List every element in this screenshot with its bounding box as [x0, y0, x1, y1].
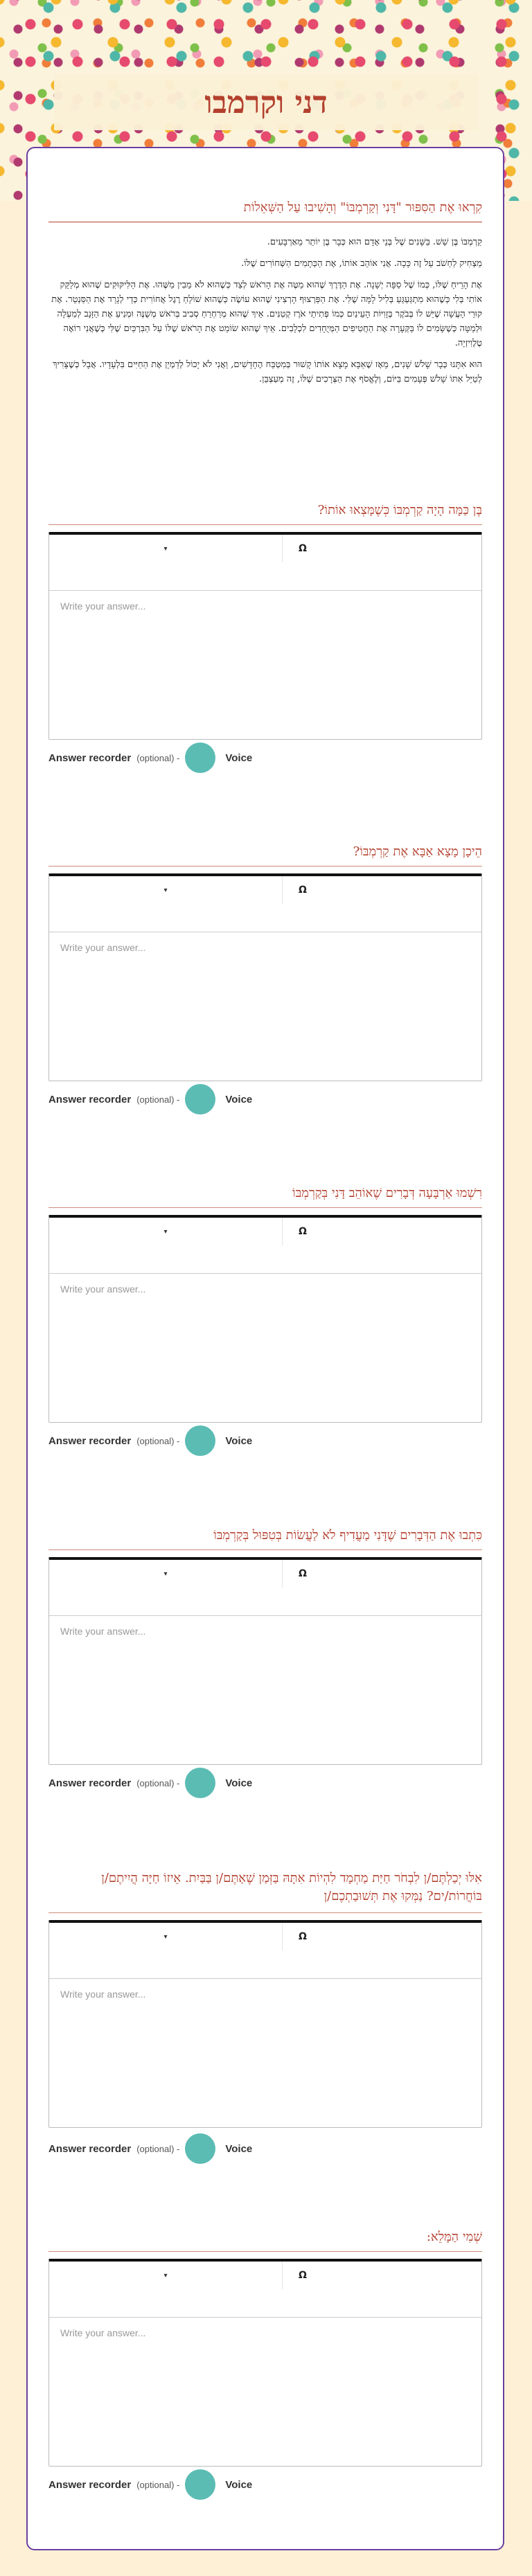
special-characters-button[interactable]: Ω: [299, 1931, 307, 1942]
voice-label: Voice: [225, 1777, 253, 1789]
answer-editor: [48, 873, 482, 1081]
answer-recorder: [48, 1425, 252, 1457]
passage-paragraph: מַצְחִיק לַחְשֹׁב עַל זֶה כָּכָה. אֲנִי אוֹהֵב אוֹתוֹ, אֶת הַכְּתָמִים הַשְּׁחוֹרִים שֶׁלּוֹ.: [240, 258, 482, 269]
answer-input[interactable]: Write your answer...: [60, 2327, 146, 2338]
recorder-label: Answer recorder: [48, 2142, 132, 2155]
question-block: [48, 1528, 482, 1819]
question-block: [48, 1869, 482, 2188]
answer-editor: [48, 532, 482, 740]
editor-toolbar: [49, 1560, 481, 1616]
voice-record-button[interactable]: [185, 1768, 215, 1798]
recorder-label: Answer recorder: [48, 1777, 132, 1789]
voice-label: Voice: [225, 1434, 253, 1447]
question-block: [48, 2230, 482, 2521]
recorder-optional: (optional) -: [136, 1777, 180, 1788]
passage-paragraph: קַרְמְבּוֹ בֶּן שֵׁשׁ. בַּשָּׁנִים שֶׁל בְּנֵי אָדָם הוּא כְּבָר בֶּן יוֹתֵר מֵאַרְבָּעִים.: [267, 237, 482, 247]
question-title: בֶּן כַּמָּה הָיָה קַרְמְבּוֹ כְּשֶׁמָּצְאוּ אוֹתוֹ?: [48, 503, 482, 525]
format-dropdown[interactable]: ▾: [49, 876, 283, 904]
editor-toolbar: [49, 535, 481, 591]
question-block: [48, 503, 482, 794]
passage-paragraph: הוּא אִתָּנוּ כְּבָר שָׁלֹשׁ שָׁנִים, מֵאָז שֶׁאַבָּא מָצָא אוֹתוֹ קָשׁוּר בְּמִטְבַּח הֶחָדָשִׁים, וַאֲנִי לֹא יָכוֹל לְדַמְיֵן אֶת הַחַיִּים בִּלְעָדָיו. אֲבָל כְּשֶׁצָּרִיךְ לְטַיֵּל אִתּוֹ שָׁלֹשׁ פְּעָמִים בַּיּוֹם, וְלֶאֱסֹף אֶת הַצְּרָכִים שֶׁלּוֹ, זֶה מְעַצְבֵּן.: [53, 359, 482, 384]
recorder-optional: (optional) -: [136, 2479, 180, 2490]
answer-recorder: [48, 1767, 252, 1799]
answer-editor: [48, 1557, 482, 1765]
recorder-optional: (optional) -: [136, 2143, 180, 2154]
page-title: דני וקרמבו: [204, 85, 328, 121]
editor-toolbar: [49, 2262, 481, 2318]
editor-toolbar: [49, 1218, 481, 1274]
recorder-label: Answer recorder: [48, 1093, 132, 1105]
answer-input[interactable]: Write your answer...: [60, 1283, 146, 1295]
voice-record-button[interactable]: [185, 1425, 215, 1456]
editor-toolbar: [49, 1923, 481, 1979]
question-title: כִּתְבוּ אֶת הַדְּבָרִים שֶׁדָּנִי מַעֲדִיף לֹא לַעֲשׂוֹת בְּטִפּוּל בְּקַרְמְבּוֹ: [48, 1528, 482, 1550]
answer-recorder: [48, 2133, 252, 2165]
recorder-label: Answer recorder: [48, 752, 132, 764]
answer-input[interactable]: Write your answer...: [60, 1626, 146, 1637]
format-dropdown[interactable]: ▾: [49, 535, 283, 562]
recorder-label: Answer recorder: [48, 1434, 132, 1447]
special-characters-button[interactable]: Ω: [299, 1226, 307, 1237]
voice-label: Voice: [225, 1093, 253, 1105]
format-dropdown[interactable]: ▾: [49, 1923, 283, 1951]
editor-toolbar: [49, 876, 481, 932]
voice-record-button[interactable]: [185, 1084, 215, 1114]
question-block: [48, 844, 482, 1135]
answer-editor: [48, 1215, 482, 1423]
voice-record-button[interactable]: [185, 743, 215, 773]
question-title: הֵיכָן מָצָא אַבָּא אֶת קַרְמְבּוֹ?: [48, 844, 482, 867]
answer-input[interactable]: Write your answer...: [60, 1989, 146, 2000]
title-banner: [54, 75, 478, 130]
voice-record-button[interactable]: [185, 2133, 215, 2164]
passage-paragraph: אֶת הָרֵיחַ שֶׁלּוֹ, כְּמוֹ שֶׁל סַפָּה יְשָׁנָה. אֶת הַדֶּרֶךְ שֶׁהוּא מַטֶּה אֶת הָרֹאשׁ לְצַד כְּשֶׁהוּא לֹא מֵבִין מַשֶּׁהוּ. אֶת הַלִּיקּוּקִים שֶׁהוּא מְלַקֵּק אוֹתִי בְּלִי כְּשֶׁהוּא מִתְגַּעְגֵּעַ בְּלִיל לָמָּה שֶׁלִּי. אֶת הַפַּרְצוּף הָרְצִינִי שֶׁהוּא עוֹשֶׂה כְּשֶׁהוּא שׁוֹלֵחַ רֶגֶל אֲחוֹרִית כְּדֵי לְגָרֵד אֶת הַסַּנְטֵר. אֶת קוּרֵי הָעֲשָׁה שֶׁיֵּשׁ לוֹ בְּבֹקֶר בְּזָוִיּוֹת הָעֵינַיִם כְּמוֹ פְּתִיתֵי אֹרֶז קְטַנִּים. אֵיךְ שֶׁהוּא מְרַחְרֵחַ סְבִיב בְּרֹאשׁ מְשֻׁנֶּה וּמְנִיעַ אֶת הַזָּנָב לְמַעְלָה וּלְמַטָּה כְּשֶׁשָּׂמִים לוֹ בַּקְּעָרָה אֶת הַחֲטִיפִים הַמְּיֻחָדִים לִכְלָבִים. אֵיךְ שֶׁהוּא שׂוֹמֵט אֶת הָרֹאשׁ שֶׁלּוֹ עַל הַבִּרְכַּיִם שֶׁלִּי כְּשֶׁאֲנִי רוֹאֶה טֶלֶוִיזְיָה.: [51, 280, 482, 348]
voice-label: Voice: [225, 2142, 253, 2155]
voice-record-button[interactable]: [185, 2469, 215, 2500]
format-dropdown[interactable]: ▾: [49, 2262, 283, 2289]
story-passage: [48, 235, 482, 393]
recorder-optional: (optional) -: [136, 1435, 180, 1446]
answer-input[interactable]: Write your answer...: [60, 942, 146, 953]
question-title: אִלּוּ יְכַלְתֶּם/ן לִבְחֹר חַיַּת מַחְמָד לִהְיוֹת אִתָּהּ בַּזְּמַן שֶׁאַתֶּם/ן בַּבַּיִת. אֵיזוֹ חַיָּה הֲיִיתֶם/ן בּוֹחֲרוֹת/ים? נַמְּקוּ אֶת תְּשׁוּבַתְכֶם/ן: [48, 1869, 482, 1913]
answer-editor: [48, 2259, 482, 2467]
voice-label: Voice: [225, 2478, 253, 2491]
format-dropdown[interactable]: ▾: [49, 1560, 283, 1588]
special-characters-button[interactable]: Ω: [299, 885, 307, 896]
format-dropdown[interactable]: ▾: [49, 1218, 283, 1245]
answer-editor: [48, 1920, 482, 2128]
recorder-label: Answer recorder: [48, 2478, 132, 2491]
recorder-optional: (optional) -: [136, 1094, 180, 1105]
answer-recorder: [48, 2469, 252, 2501]
special-characters-button[interactable]: Ω: [299, 1568, 307, 1579]
special-characters-button[interactable]: Ω: [299, 2270, 307, 2281]
answer-recorder: [48, 742, 252, 774]
special-characters-button[interactable]: Ω: [299, 543, 307, 554]
voice-label: Voice: [225, 752, 253, 764]
answer-input[interactable]: Write your answer...: [60, 601, 146, 612]
answer-recorder: [48, 1083, 252, 1115]
question-title: רִשְׁמוּ אַרְבָּעָה דְּבָרִים שֶׁאוֹהֵב דָּנִי בְּקַרְמְבּוֹ: [48, 1186, 482, 1208]
instruction-heading: קִרְאוּ אֶת הַסִּפּוּר "דָּנִי וְקַרְמְבּוֹ" וְהָשִׁיבוּ עַל הַשְּׁאֵלוֹת: [48, 200, 482, 222]
question-title: שְׁמִי הַמָּלֵא:: [48, 2230, 482, 2252]
recorder-optional: (optional) -: [136, 752, 180, 763]
question-block: [48, 1186, 482, 1477]
worksheet-card: [26, 147, 504, 2550]
